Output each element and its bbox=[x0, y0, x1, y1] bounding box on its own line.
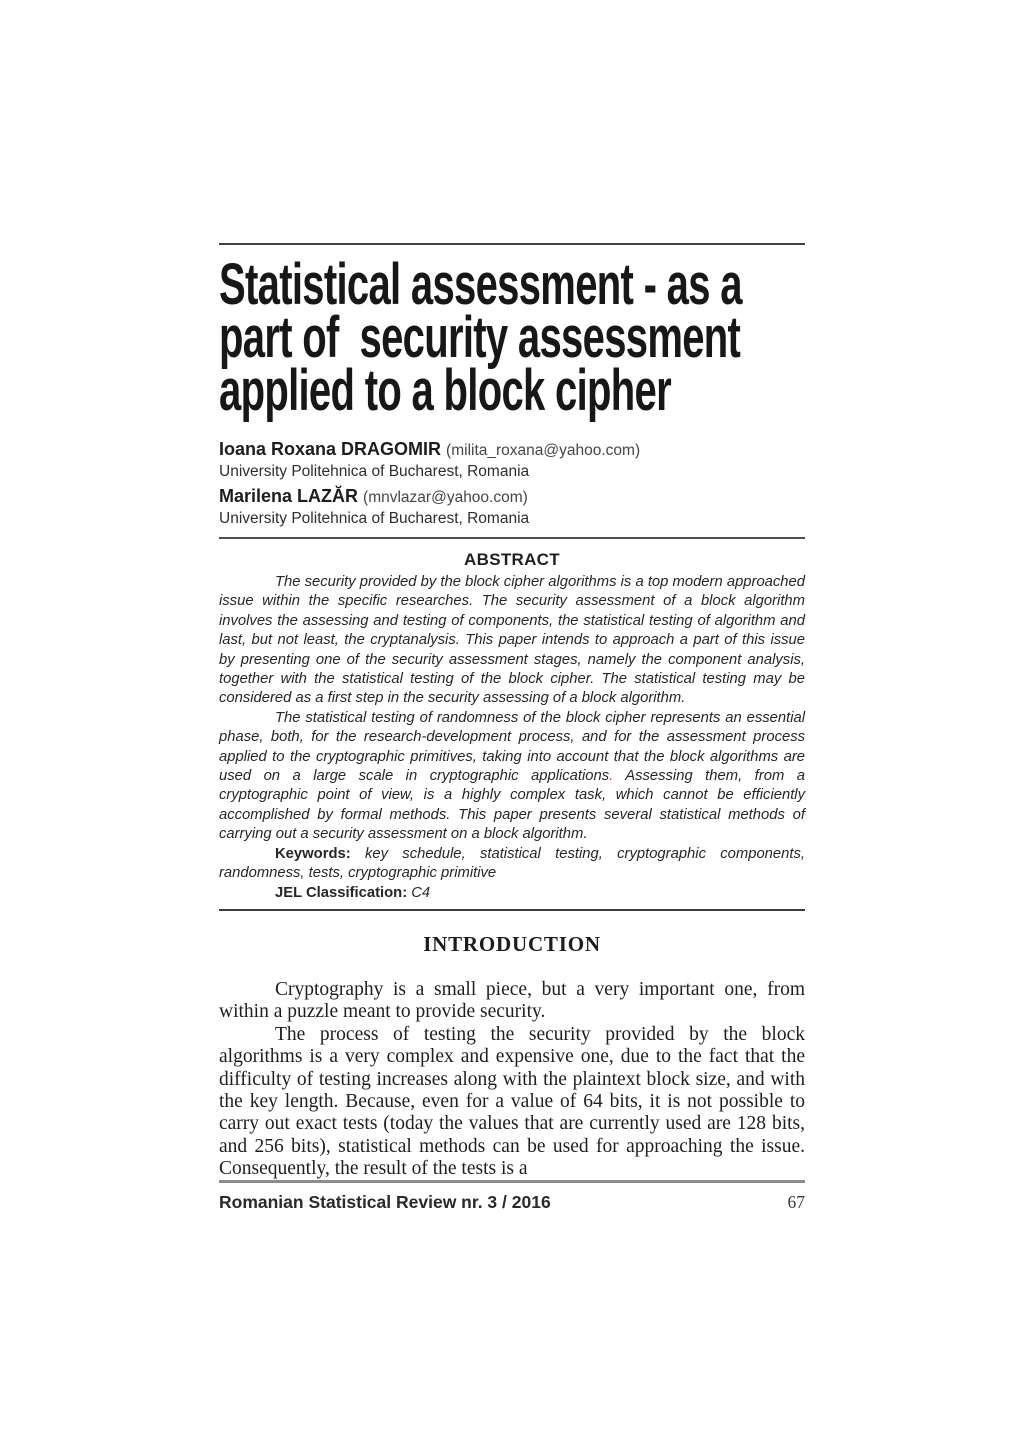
author-2-affiliation: University Politehnica of Bucharest, Romania bbox=[219, 510, 530, 527]
introduction-paragraph-2: The process of testing the security provided by the block algorithms is a very complex and expensive one, due to the fact that the difficulty of testing increases along with the plaintext block size, and with the key length. Because, even for a value of 64 bits, it is not possible to carry out exact tests (today the values that are currently used are 128 bits, and 256 bits), statistical methods can be used for approaching the issue. Consequently, the result of the tests is a bbox=[219, 1023, 805, 1180]
introduction-heading: INTRODUCTION bbox=[423, 931, 601, 956]
title-line-3: applied to a block cipher bbox=[219, 358, 671, 423]
author-2-email: (mnvlazar@yahoo.com) bbox=[363, 489, 528, 506]
author-2-line bbox=[219, 485, 805, 509]
journal-title: Romanian Statistical Review nr. 3 / 2016 bbox=[219, 1192, 551, 1212]
footer-rule bbox=[219, 1180, 805, 1183]
author-1-affiliation: University Politehnica of Bucharest, Romania bbox=[219, 463, 530, 480]
author-divider-rule bbox=[219, 537, 805, 539]
jel-label: JEL Classification: bbox=[275, 884, 408, 901]
abstract-paragraph-2 bbox=[219, 709, 805, 845]
title-line-1: Statistical assessment - as a bbox=[219, 252, 742, 317]
jel-classification-line bbox=[219, 884, 805, 903]
abstract-divider-rule bbox=[219, 909, 805, 911]
author-1-line bbox=[219, 438, 805, 462]
author-1-email: (milita_roxana@yahoo.com) bbox=[446, 442, 641, 459]
abstract-paragraph-1: The security provided by the block cipher algorithms is a top modern approached issue within the specific researches. The security assessment of a block algorithm involves the assessing and testing of components, the statistical testing of algorithm and last, but not least, the cryptanalysis. This paper intends to approach a part of this issue by presenting one of the security assessment stages, namely the component analysis, together with the statistical testing of the block cipher. The statistical testing may be considered as a first step in the security assessing of a block algorithm. bbox=[219, 574, 805, 707]
keywords-text: key schedule, statistical testing, cryptographic components, randomness, tests, cryptographic primitive bbox=[219, 845, 805, 882]
author-block bbox=[219, 438, 805, 532]
abstract-paragraph-2-text: The statistical testing of randomness of the block cipher represents an essential phase, both, for the research-development process, and for the assessment process applied to the cryptographic primitives, taking into account that the block algorithms are used on a large scale in cryptographic applications bbox=[219, 709, 805, 785]
keywords-label: Keywords: bbox=[275, 845, 351, 862]
red-period: . bbox=[609, 768, 614, 785]
top-rule bbox=[219, 243, 805, 245]
author-1-name: Ioana Roxana DRAGOMIR bbox=[219, 439, 442, 459]
abstract-paragraph-2-continued: Assessing them, from a cryptographic point of view, is a highly complex task, which cannot be efficiently accomplished by formal methods. This paper presents several statistical methods of carrying out a security assessment on a block algorithm. bbox=[219, 768, 805, 843]
page-footer bbox=[219, 1180, 805, 1213]
page-title bbox=[219, 252, 805, 423]
abstract-heading: ABSTRACT bbox=[464, 550, 560, 569]
author-2-name: Marilena LAZĂR bbox=[219, 486, 359, 506]
jel-value: C4 bbox=[407, 884, 431, 901]
article-column bbox=[219, 0, 805, 1181]
keywords-line bbox=[219, 845, 805, 884]
title-line-2: part of security assessment bbox=[219, 305, 741, 370]
footer-row bbox=[219, 1192, 805, 1213]
introduction-paragraph-1: Cryptography is a small piece, but a very important one, from within a puzzle meant to provide security. bbox=[219, 978, 805, 1023]
page-number: 67 bbox=[787, 1192, 805, 1212]
